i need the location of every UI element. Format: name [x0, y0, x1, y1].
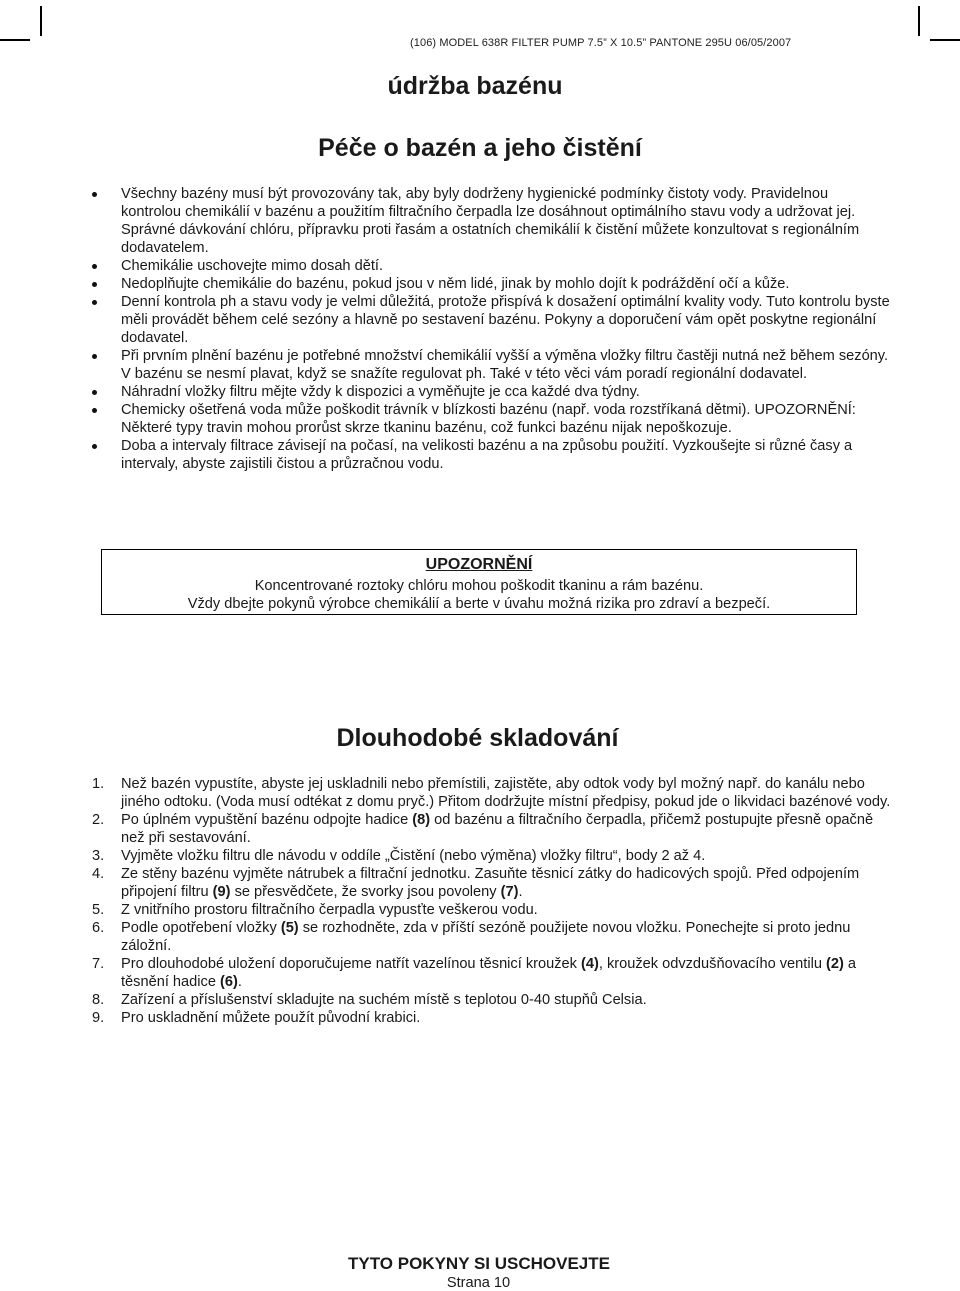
list-item: [0, 811, 891, 847]
step-text: Pro uskladnění můžete použít původní krabici.: [121, 1010, 421, 1026]
step-text: Po úplném vypuštění bazénu odpojte hadice (8) od bazénu a filtračního čerpadla, přičemž postupujte přesně opačně než při sestavování.: [121, 812, 874, 846]
step-number: 3.: [92, 848, 105, 864]
page-title: údržba bazénu: [387, 72, 563, 100]
step-number: 8.: [92, 992, 105, 1008]
step-number: 5.: [92, 902, 105, 918]
list-item: [0, 775, 891, 811]
bullet-icon: [92, 390, 97, 395]
crop-mark-left-vertical: [40, 6, 42, 36]
warning-line: Koncentrované roztoky chlóru mohou poškodit tkaninu a rám bazénu.: [254, 578, 704, 594]
list-item: [0, 955, 891, 991]
crop-mark-right-vertical: [918, 6, 920, 36]
list-item: [0, 919, 891, 955]
list-item: Chemicky ošetřená voda může poškodit trávník v blízkosti bazénu (např. voda rozstříkaná dětmi). UPOZORNĚNÍ: Některé typy travin mohou prorůst skrze tkaninu bazénu, což funkci bazénu nijak nepoškozuje.: [0, 401, 891, 437]
storage-steps-list: [0, 775, 900, 1027]
step-number: 6.: [92, 920, 105, 936]
list-item: Všechny bazény musí být provozovány tak, aby byly dodrženy hygienické podmínky čistoty vody. Pravidelnou kontrolou chemikálií v bazénu a použitím filtračního čerpadla lze dosáhnout optimálního stavu vody a udržovat jej. Správné dávkování chlóru, přípravku proti řasám a ostatních chemikálií k čistění můžete konzultovat s regionálním dodavatelem.: [0, 185, 891, 257]
list-item: [0, 991, 891, 1009]
step-number: 4.: [92, 866, 105, 882]
step-text: Pro dlouhodobé uložení doporučujeme natřít vazelínou těsnicí kroužek (4), kroužek odvzdušňovacího ventilu (2) a těsnění hadice (6).: [121, 956, 857, 990]
step-number: 2.: [92, 812, 105, 828]
step-text: Zařízení a příslušenství skladujte na suchém místě s teplotou 0-40 stupňů Celsia.: [121, 992, 647, 1008]
care-bullet-list: [0, 185, 900, 473]
warning-box: [101, 549, 857, 615]
list-item: Při prvním plnění bazénu je potřebné množství chemikálií vyšší a výměna vložky filtru častěji nutná než během sezóny. V bazénu se nesmí plavat, když se snažíte regulovat ph. Také v této věci vám poradí regionální dodavatel.: [0, 347, 891, 383]
step-text: Vyjměte vložku filtru dle návodu v oddíle „Čistění (nebo výměna) vložky filtru“, body 2 až 4.: [121, 848, 706, 864]
step-text: Ze stěny bazénu vyjměte nátrubek a filtrační jednotku. Zasuňte těsnicí zátky do hadicových spojů. Před odpojením připojení filtru (9) se přesvědčete, že svorky jsou povoleny (7).: [121, 866, 860, 900]
print-meta-header: (106) MODEL 638R FILTER PUMP 7.5” X 10.5” PANTONE 295U 06/05/2007: [410, 37, 792, 49]
list-item: [0, 1009, 891, 1027]
bullet-icon: [92, 264, 97, 269]
footer-keep-instructions: TYTO POKYNY SI USCHOVEJTE: [348, 1254, 610, 1273]
bullet-icon: [92, 354, 97, 359]
bullet-icon: [92, 282, 97, 287]
bullet-icon: [92, 192, 97, 197]
step-number: 7.: [92, 956, 105, 972]
list-item: Nedoplňujte chemikálie do bazénu, pokud jsou v něm lidé, jinak by mohlo dojít k podráždění očí a kůže.: [0, 275, 891, 293]
step-number: 9.: [92, 1010, 105, 1026]
step-text: Než bazén vypustíte, abyste jej uskladnili nebo přemístili, zajistěte, aby odtok vody byl možný např. do kanálu nebo jiného odtoku. (Voda musí odtékat z domu pryč.) Přitom dodržujte místní předpisy, pokud jde o likvidaci bazénové vody.: [121, 776, 891, 810]
list-item: Náhradní vložky filtru mějte vždy k dispozici a vyměňujte je cca každé dva týdny.: [0, 383, 891, 401]
step-text: Podle opotřebení vložky (5) se rozhodněte, zda v příští sezóně použijete novou vložku. Ponechejte si proto jednu záložní.: [121, 920, 851, 954]
list-item: [0, 847, 891, 865]
section-title-care: Péče o bazén a jeho čistění: [318, 134, 642, 162]
warning-line: Vždy dbejte pokynů výrobce chemikálií a berte v úvahu možná rizika pro zdraví a bezpečí.: [187, 596, 771, 612]
list-item: Doba a intervaly filtrace závisejí na počasí, na velikosti bazénu a na způsobu použití. Vyzkoušejte si různé časy a intervaly, abyste zajistili čistou a průzračnou vodu.: [0, 437, 891, 473]
section-title-storage: Dlouhodobé skladování: [336, 724, 619, 752]
warning-title: UPOZORNĚNÍ: [425, 556, 533, 573]
list-item: [0, 901, 891, 919]
step-text: Z vnitřního prostoru filtračního čerpadla vypusťte veškerou vodu.: [121, 902, 538, 918]
crop-mark-left-horizontal: [0, 39, 30, 41]
bullet-icon: [92, 300, 97, 305]
step-number: 1.: [92, 776, 105, 792]
bullet-icon: [92, 408, 97, 413]
list-item: Chemikálie uschovejte mimo dosah dětí.: [0, 257, 891, 275]
list-item: [0, 865, 891, 901]
crop-mark-right-horizontal: [930, 39, 960, 41]
bullet-icon: [92, 444, 97, 449]
list-item: Denní kontrola ph a stavu vody je velmi důležitá, protože přispívá k dosažení optimální kvality vody. Tuto kontrolu byste měli provádět během celé sezóny a hlavně po sestavení bazénu. Pokyny a doporučení vám opět poskytne regionální dodavatel.: [0, 293, 891, 347]
page-number: Strana 10: [446, 1275, 511, 1291]
